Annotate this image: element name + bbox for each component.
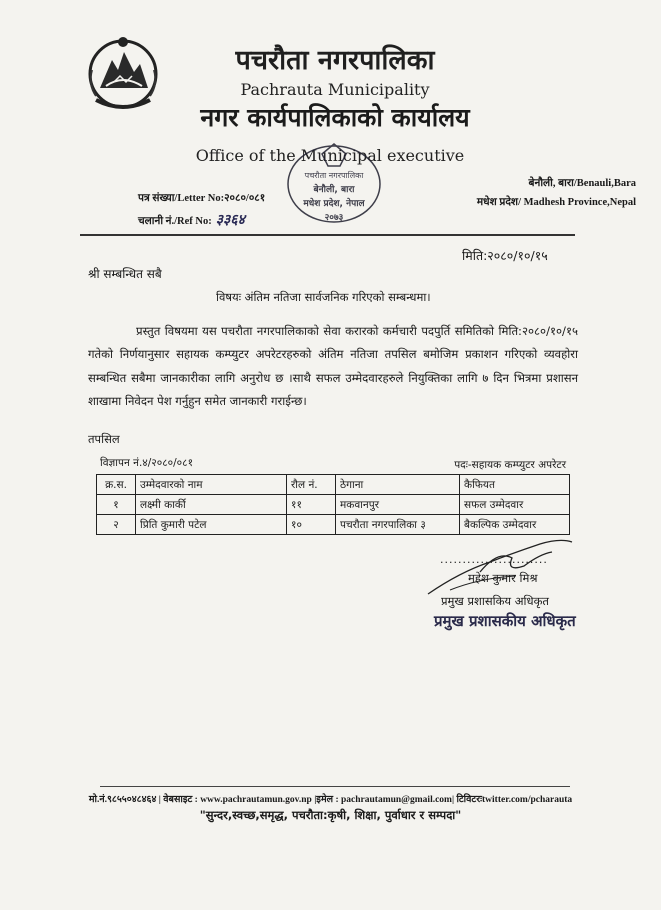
results-table <box>96 474 570 535</box>
letter-date: मिति:२०८०/१०/१५ <box>462 248 548 263</box>
footer-contact-info: मो.नं.९८५५०४८४६४ | वेबसाइट : www.pachrautamun.gov.np |इमेल : pachrautamun@gmail.com| टिविटरःtwitter.com/pcharauta <box>88 795 573 805</box>
header-serial: क्र.स. <box>97 475 136 495</box>
table-header-row <box>97 475 570 495</box>
cell-address: मकवानपुर <box>336 495 460 515</box>
seal-text-line3: मधेश प्रदेश, नेपाल <box>303 199 365 209</box>
seal-text-line2: बेनौली, बारा <box>313 185 355 195</box>
cell-serial: १ <box>97 495 136 515</box>
office-seal-stamp <box>278 138 390 230</box>
post-name: पदः-सहायक कम्प्युटर अपरेटर <box>454 459 566 471</box>
annex-label: तपसिल <box>88 432 120 446</box>
nepal-emblem-icon <box>86 30 160 118</box>
handwritten-signature <box>420 532 580 602</box>
cell-roll-number: १० <box>287 515 336 535</box>
reference-number-label: चलानी नं./Ref No: <box>138 216 212 227</box>
footer-divider <box>100 786 570 787</box>
cell-candidate-name: लक्ष्मी कार्की <box>136 495 287 515</box>
designation-stamp: प्रमुख प्रशासकीय अधिकृत <box>434 612 576 630</box>
reference-number <box>138 210 245 229</box>
cell-serial: २ <box>97 515 136 535</box>
signature-dotted-line: ........................ <box>440 553 548 566</box>
cell-roll-number: ११ <box>287 495 336 515</box>
header-address: ठेगाना <box>336 475 460 495</box>
letter-number: पत्र संख्या/Letter No:२०८०/०८१ <box>138 193 266 204</box>
municipality-name-nepali: पचरौता नगरपालिका <box>235 45 435 76</box>
seal-text-line4: २०७३ <box>324 213 344 223</box>
cell-address: पचरौता नगरपालिका ३ <box>336 515 460 535</box>
office-name-nepali: नगर कार्यपालिकाको कार्यालय <box>200 103 470 132</box>
header-remarks: कैफियत <box>460 475 570 495</box>
header-candidate-name: उम्मेदवारको नाम <box>136 475 287 495</box>
office-name-english: Office of the Municipal executive <box>195 146 465 165</box>
seal-text-line1: पचरौता नगरपालिका <box>304 171 364 180</box>
municipality-name-english: Pachrauta Municipality <box>240 80 430 99</box>
letter-body-text: प्रस्तुत विषयमा यस पचरौता नगरपालिकाको सेवा करारको कर्मचारी पदपुर्ति समितिको मिति:२०८०/१०/१५ गतेको निर्णयानुसार सहायक कम्प्युटर अपरेटरहरुको अंतिम नतिजा तपसिल बमोजिम प्रकाशन गरिएको व्यवहोरा सम्बन्धित सबैमा जानकारीका लागि अनुरोध छ ।साथै सफल उम्मेदवारहरुले नियुक्तिका लागि ७ दिन भित्रमा प्रशासन शाखामा निवेदन पेश गर्नुहुन समेत जानकारी गराईन्छ। <box>88 324 578 409</box>
table-row <box>97 495 570 515</box>
signatory-title: प्रमुख प्रशासकिय अधिकृत <box>441 594 549 608</box>
advertisement-number: विज्ञापन नं.४/२०८०/०८१ <box>100 457 194 469</box>
letter-subject: विषयः अंतिम नतिजा सार्वजनिक गरिएको सम्बन्धमा। <box>216 290 431 304</box>
recipient: श्री सम्बन्धित सबै <box>88 267 162 281</box>
cell-remarks: बैकल्पिक उम्मेदवार <box>460 515 570 535</box>
address-line-2: मधेश प्रदेश/ Madhesh Province,Nepal <box>476 197 636 208</box>
signatory-name: महेश कुमार मिश्र <box>468 571 538 585</box>
reference-number-value: ३३६४ <box>215 213 245 228</box>
address-line-1: बेनौली, बारा/Benauli,Bara <box>528 178 636 189</box>
footer-slogan: "सुन्दर,स्वच्छ,समृद्ध, पचरौता:कृषी, शिक्षा, पुर्वाधार र सम्पदा" <box>199 808 462 822</box>
cell-remarks: सफल उम्मेदवार <box>460 495 570 515</box>
cell-candidate-name: प्रिति कुमारी पटेल <box>136 515 287 535</box>
letter-body <box>88 320 578 414</box>
header-divider <box>80 234 575 236</box>
header-roll-number: रौल नं. <box>287 475 336 495</box>
